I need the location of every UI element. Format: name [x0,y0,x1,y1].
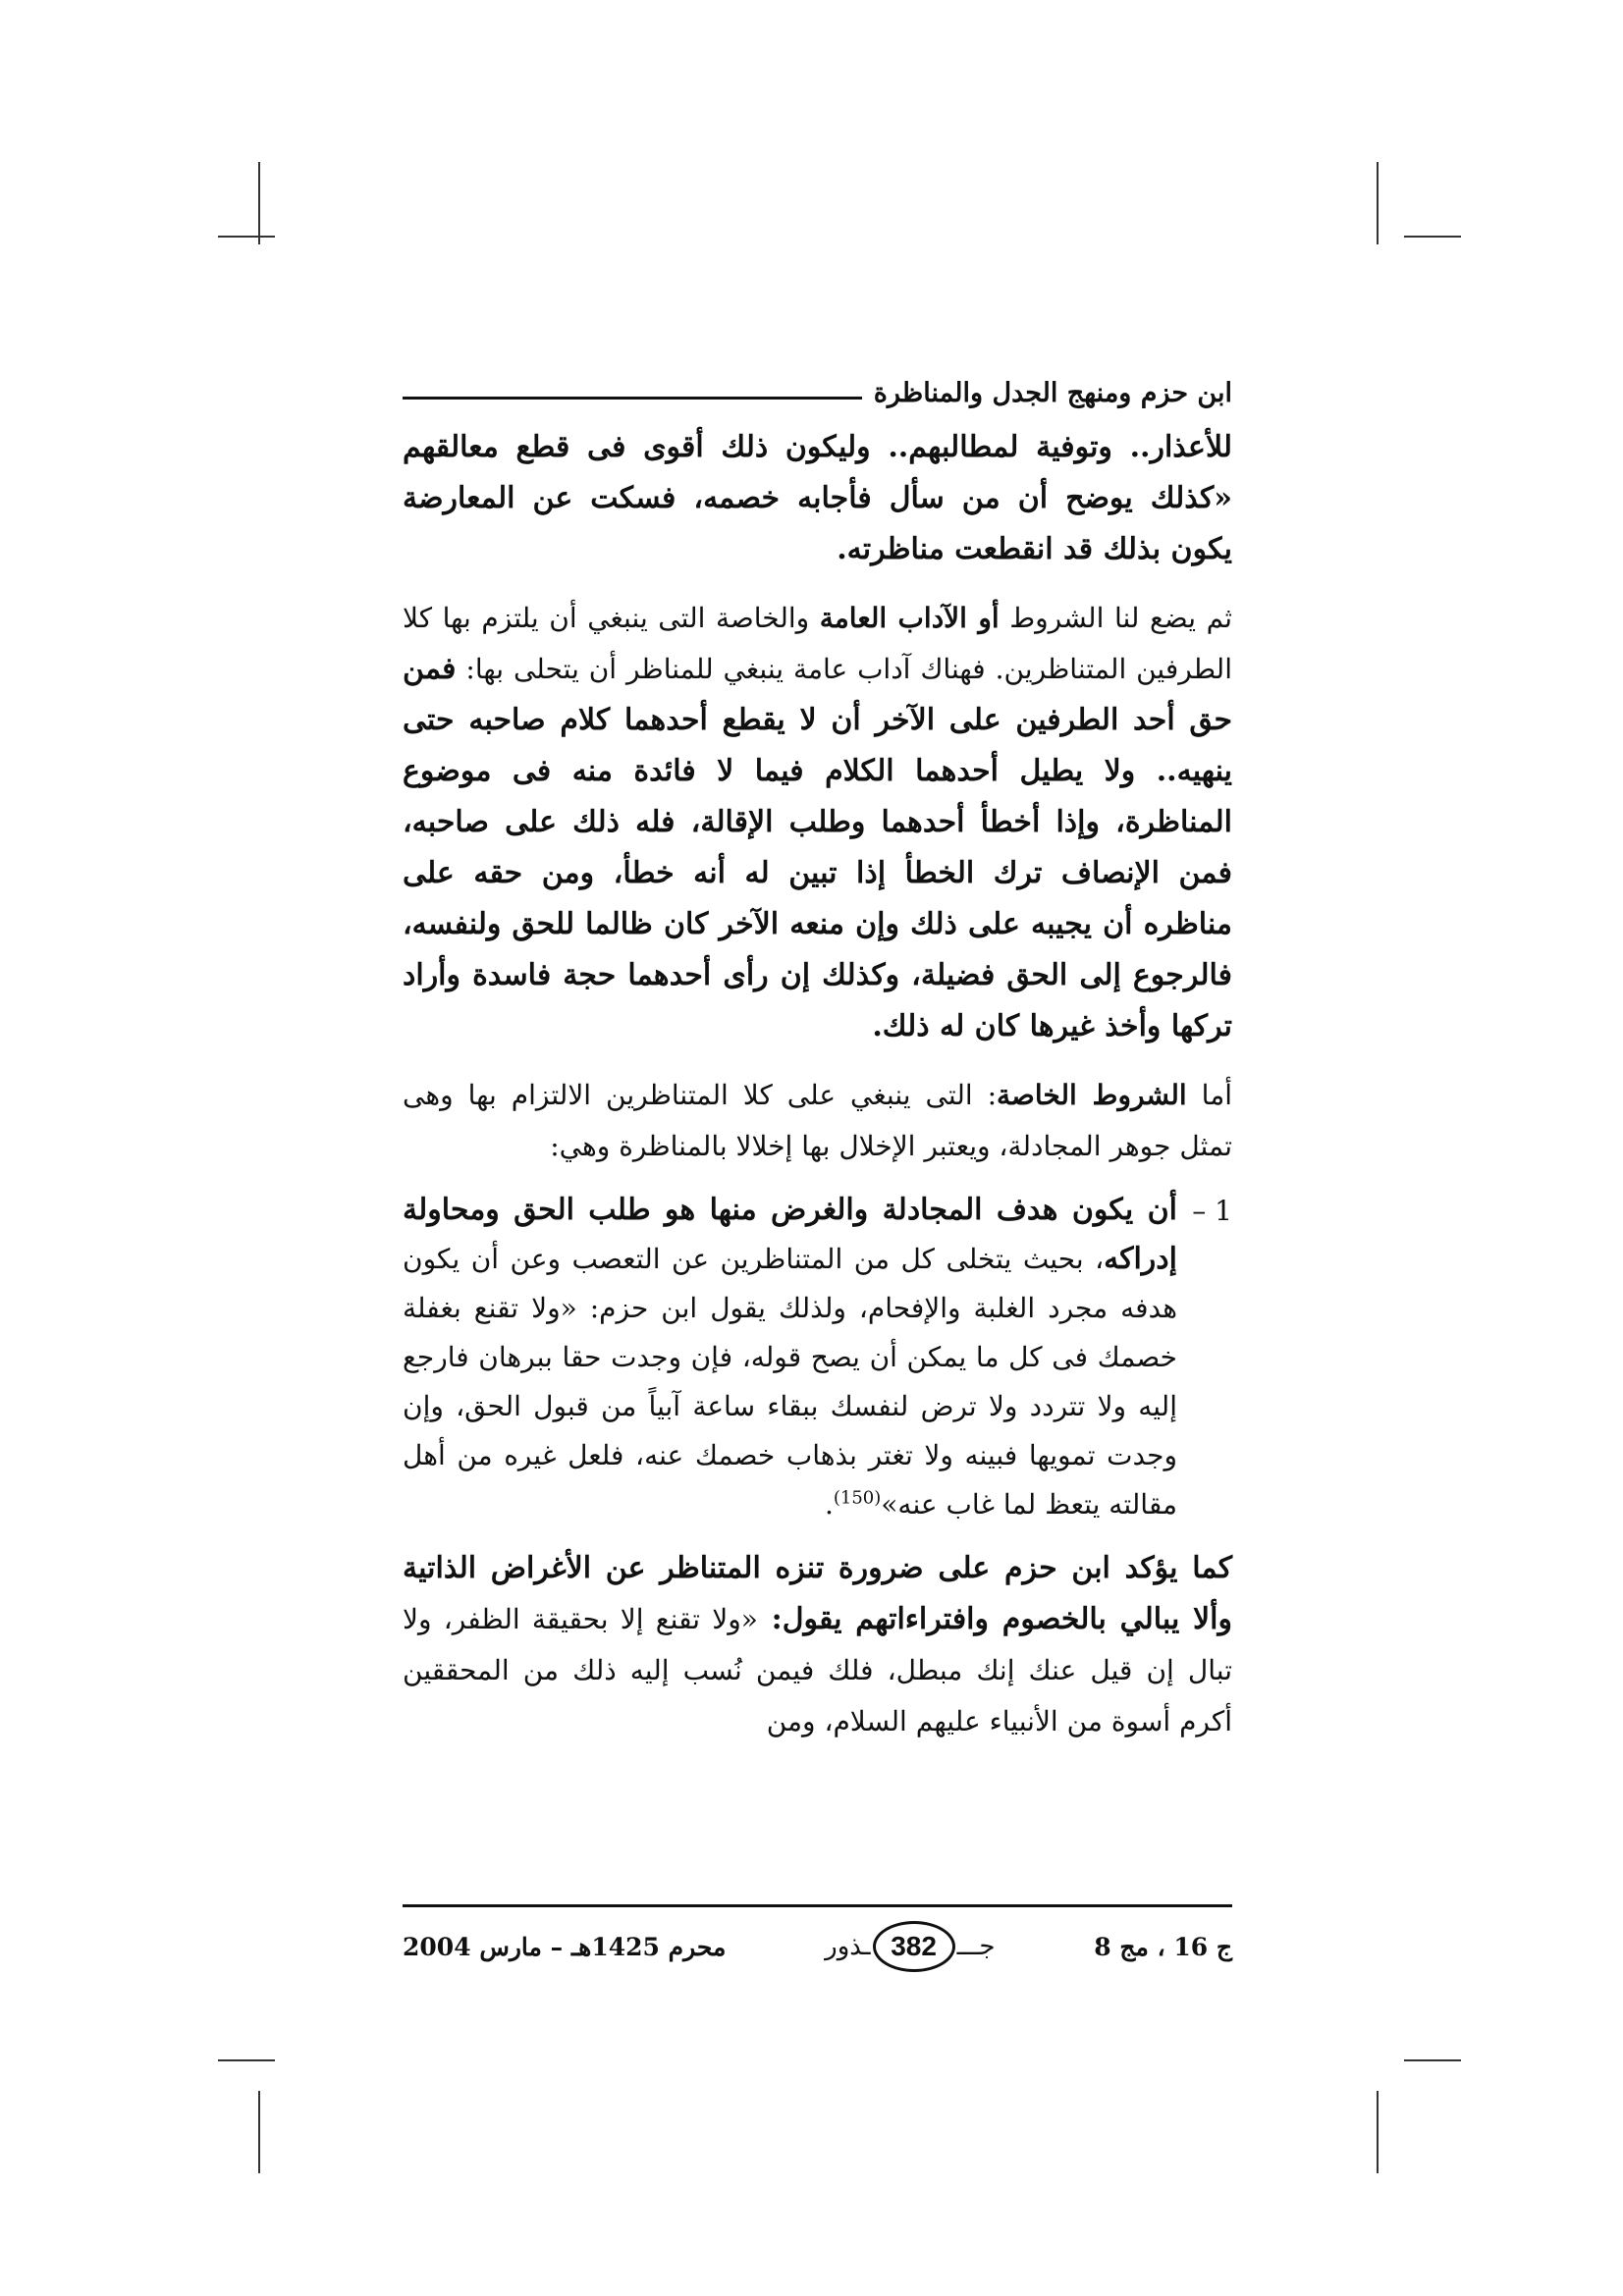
journal-name-suffix: ـذور [825,1932,871,1961]
bold-run: أن يكون هدف المجادلة والغرض منها هو طلب الحق ومحاولة إدراكه [403,1193,1177,1276]
intro-paragraph: للأعذار.. وتوفية لمطالبهم.. وليكون ذلك أقوى فى قطع معالقهم «كذلك يوضح أن من سأل فأجابه خصمه، فسكت عن المعارضة يكون بذلك قد انقطعت مناظرته. [403,430,1232,566]
crop-mark [258,162,260,244]
general-conditions-paragraph [403,593,1232,1052]
issue-date: محرم 1425هـ – مارس 2004 [403,1932,727,1961]
running-head-rule [403,397,862,400]
crop-mark [1404,2059,1461,2061]
list-item-number: 1 – [1192,1195,1232,1227]
page-number: 382 [873,1921,955,1972]
footer-rule [403,1904,1232,1907]
crop-mark [1377,162,1379,244]
footer-row [403,1917,1232,1976]
journal-name-prefix: جـــ [956,1932,996,1961]
crop-mark [218,2059,275,2061]
text-run: أما [1186,1079,1232,1111]
bold-run: كما يؤكد ابن حزم على ضرورة تنزه المتناظر عن الأغراض الذاتية وألا يبالي بالخصوم وافتراءاتهم يقول: [403,1551,1232,1636]
page-footer [403,1904,1232,1976]
issue-info: ج 16 ، مج 8 [1094,1932,1232,1961]
text-run: «ولا تقنع إلا بحقيقة الظفر، ولا تبال إن قيل عنك إنك مبطل، فلك فيمن نُسب إليه ذلك من المحققين أكرم أسوة من الأنبياء عليهم السلام، ومن [403,1603,1232,1737]
crop-mark [1377,2091,1379,2173]
bold-run: الشروط الخاصة [997,1079,1187,1111]
running-head-title: ابن حزم ومنهج الجدل والمناظرة [873,377,1232,408]
bold-run: فمن حق أحد الطرفين على الآخر أن لا يقطع أحدهما كلام صاحبه حتى ينهيه.. ولا يطيل أحدهما الكلام فيما لا فائدة منه فى موضوع المناظرة، وإذا أخطأ أحدهما وطلب الإقالة، فله ذلك على صاحبه، فمن الإنصاف ترك الخطأ إذا تبين له أنه خطأ، ومن حقه على مناظره أن يجيبه على ذلك وإن منعه الآخر كان ظالما للحق ولنفسه، فالرجوع إلى الحق فضيلة، وكذلك إن رأى أحدهما حجة فاسدة وأراد تركها وأخذ غيرها كان له ذلك. [403,652,1232,1043]
list-item [403,1186,1232,1529]
crop-mark [218,236,275,238]
text-run: : التى ينبغي على كلا المتناظرين الالتزام بها وهى تمثل جوهر المجادلة، ويعتبر الإخلال بها إخلالا بالمناظرة وهي: [403,1079,1232,1162]
crop-mark [258,2091,260,2173]
special-conditions-paragraph [403,1070,1232,1172]
crop-mark [1404,236,1461,238]
running-head [403,373,1232,412]
text-run: والخاصة التى ينبغي أن يلتزم بها كلا الطرفين المتناظرين. فهناك آداب عامة ينبغي للمناظر أن يتحلى بها: [403,602,1232,685]
text-run: ثم يضع لنا الشروط [999,602,1232,634]
list-item-text [403,1186,1177,1529]
detachment-paragraph [403,1543,1232,1747]
page-content [403,373,1232,1747]
text-run: . [824,1488,834,1521]
text-run: ، بحيث يتخلى كل من المتناظرين عن التعصب وعن أن يكون هدفه مجرد الغلبة والإفحام، ولذلك يقول ابن حزم: «ولا تقنع بغفلة خصمك فى كل ما يمكن أن يصح قوله، فإن وجدت حقا ببرهان فارجع إليه ولا تتردد ولا ترض لنفسك ببقاء ساعة آبياً من قبول الحق، وإن وجدت تمويها فبينه ولا تغتر بذهاب خصمك عنه، فلعل غيره من أهل مقالته يتعظ لما غاب عنه» [403,1243,1177,1521]
footnote-ref: (150) [833,1487,882,1509]
journal-mark [825,1921,995,1972]
bold-run: أو الآداب العامة [819,602,1000,634]
